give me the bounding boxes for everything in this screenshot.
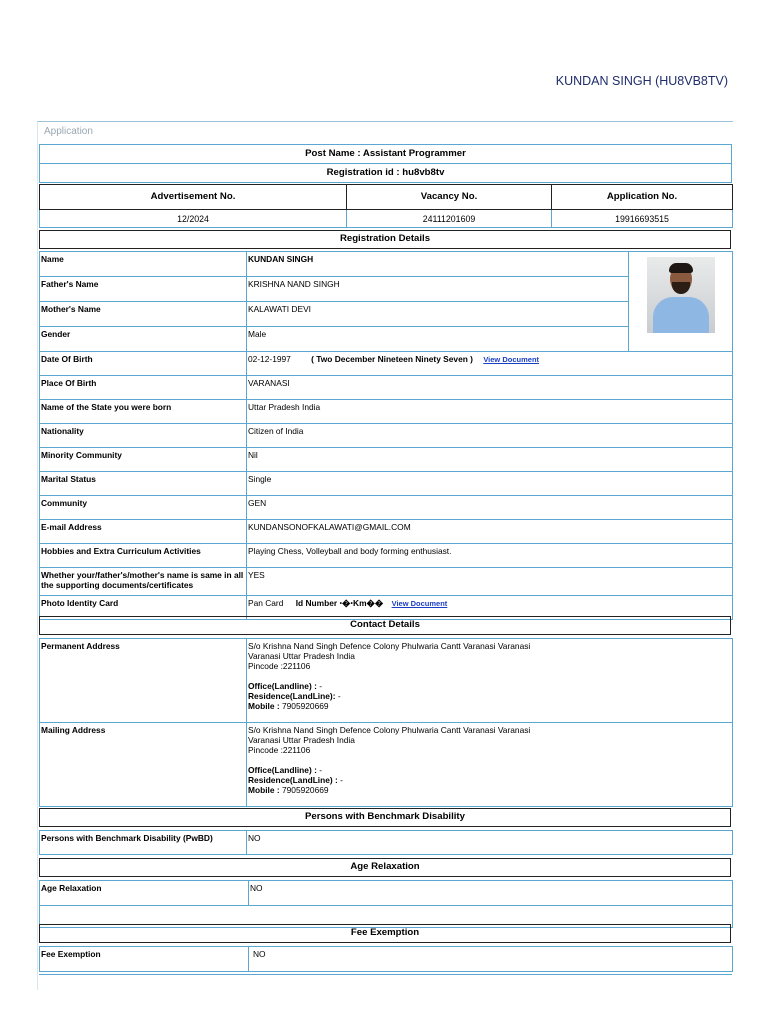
- summary-table: [39, 184, 733, 228]
- marital-value: Single: [247, 472, 733, 496]
- age-table: [39, 880, 733, 928]
- mailing-residence-label: Residence(LandLine) :: [248, 775, 338, 785]
- permanent-office-label: Office(Landline) :: [248, 681, 317, 691]
- community-label: Community: [40, 496, 247, 520]
- pwbd-table: [39, 830, 733, 855]
- minority-value: Nil: [247, 448, 733, 472]
- dob-label: Date Of Birth: [40, 352, 247, 376]
- mother-label: Mother's Name: [40, 302, 247, 327]
- mother-value: KALAWATI DEVI: [247, 302, 629, 327]
- name-label: Name: [40, 252, 247, 277]
- age-section-title: Age Relaxation: [39, 858, 731, 877]
- age-relaxation-value: NO: [249, 881, 733, 906]
- vacancy-header: Vacancy No.: [347, 185, 552, 210]
- hobbies-value: Playing Chess, Volleyball and body forming enthusiast.: [247, 544, 733, 568]
- contact-table: [39, 638, 733, 807]
- fee-exemption-label: Fee Exemption: [40, 947, 249, 972]
- bottom-divider: [39, 974, 732, 975]
- hobbies-label: Hobbies and Extra Curriculum Activities: [40, 544, 247, 568]
- email-value: KUNDANSONOFKALAWATI@GMAIL.COM: [247, 520, 733, 544]
- dob-value: [247, 352, 733, 376]
- permanent-office-value: -: [319, 681, 322, 691]
- community-value: GEN: [247, 496, 733, 520]
- permanent-address-label: Permanent Address: [40, 639, 247, 723]
- same-name-label: Whether your/father's/mother's name is same in all the supporting documents/certificates: [40, 568, 247, 596]
- mailing-residence-value: -: [340, 775, 343, 785]
- id-number-label: Id Number: [295, 598, 338, 608]
- mailing-address-label: Mailing Address: [40, 723, 247, 807]
- advertisement-header: Advertisement No.: [40, 185, 347, 210]
- name-value: KUNDAN SINGH: [247, 252, 629, 277]
- vacancy-value: 24111201609: [347, 210, 552, 228]
- permanent-residence-value: -: [337, 691, 341, 701]
- pwbd-label: Persons with Benchmark Disability (PwBD): [40, 831, 247, 855]
- gender-label: Gender: [40, 327, 247, 352]
- place-label: Place Of Birth: [40, 376, 247, 400]
- pwbd-section-title: Persons with Benchmark Disability: [39, 808, 731, 827]
- nationality-value: Citizen of India: [247, 424, 733, 448]
- registration-table: [39, 251, 733, 620]
- permanent-address-value: [247, 639, 733, 723]
- same-name-value: YES: [247, 568, 733, 596]
- photo-id-type: Pan Card: [248, 598, 284, 608]
- place-value: VARANASI: [247, 376, 733, 400]
- id-number-value: ꞏ�ꞏKm��: [339, 598, 384, 608]
- fee-section-title: Fee Exemption: [39, 924, 731, 943]
- dob-view-document-link[interactable]: View Document: [483, 355, 540, 364]
- photo-id-label: Photo Identity Card: [40, 596, 247, 620]
- marital-label: Marital Status: [40, 472, 247, 496]
- fee-exemption-value: NO: [249, 947, 733, 972]
- mailing-mobile-value: 7905920669: [281, 785, 329, 795]
- application-panel: [37, 121, 733, 990]
- permanent-pincode: Pincode :221106: [248, 661, 311, 671]
- minority-label: Minority Community: [40, 448, 247, 472]
- candidate-photo: [647, 257, 715, 333]
- dob-words: ( Two December Nineteen Ninety Seven ): [311, 354, 473, 364]
- gender-value: Male: [247, 327, 629, 352]
- state-label: Name of the State you were born: [40, 400, 247, 424]
- mailing-address-line1: S/o Krishna Nand Singh Defence Colony Phulwaria Cantt Varanasi Varanasi: [248, 725, 531, 735]
- photo-id-view-document-link[interactable]: View Document: [391, 599, 448, 608]
- state-value: Uttar Pradesh India: [247, 400, 733, 424]
- permanent-address-line1: S/o Krishna Nand Singh Defence Colony Phulwaria Cantt Varanasi Varanasi: [248, 641, 531, 651]
- pwbd-value: NO: [247, 831, 733, 855]
- permanent-residence-label: Residence(LandLine):: [248, 691, 336, 701]
- father-label: Father's Name: [40, 277, 247, 302]
- father-value: KRISHNA NAND SINGH: [247, 277, 629, 302]
- mailing-mobile-label: Mobile :: [248, 785, 280, 795]
- user-name: KUNDAN SINGH (HU8VB8TV): [555, 74, 728, 88]
- post-table: [39, 144, 732, 183]
- mailing-office-value: -: [319, 765, 322, 775]
- fee-table: [39, 946, 733, 972]
- post-name: Post Name : Assistant Programmer: [40, 145, 732, 164]
- registration-section-title: Registration Details: [39, 230, 731, 249]
- permanent-mobile-label: Mobile :: [248, 701, 280, 711]
- age-relaxation-label: Age Relaxation: [40, 881, 249, 906]
- mailing-address-line2: Varanasi Uttar Pradesh India: [248, 735, 355, 745]
- advertisement-value: 12/2024: [40, 210, 347, 228]
- mailing-address-value: [247, 723, 733, 807]
- mailing-office-label: Office(Landline) :: [248, 765, 317, 775]
- permanent-address-line2: Varanasi Uttar Pradesh India: [248, 651, 355, 661]
- dob-date: 02-12-1997: [248, 354, 291, 364]
- photo-cell: [629, 252, 733, 352]
- application-value: 19916693515: [552, 210, 733, 228]
- panel-heading: Application: [44, 126, 93, 137]
- email-label: E-mail Address: [40, 520, 247, 544]
- permanent-mobile-value: 7905920669: [281, 701, 329, 711]
- nationality-label: Nationality: [40, 424, 247, 448]
- application-header: Application No.: [552, 185, 733, 210]
- contact-section-title: Contact Details: [39, 616, 731, 635]
- mailing-pincode: Pincode :221106: [248, 745, 311, 755]
- registration-id: Registration id : hu8vb8tv: [40, 164, 732, 183]
